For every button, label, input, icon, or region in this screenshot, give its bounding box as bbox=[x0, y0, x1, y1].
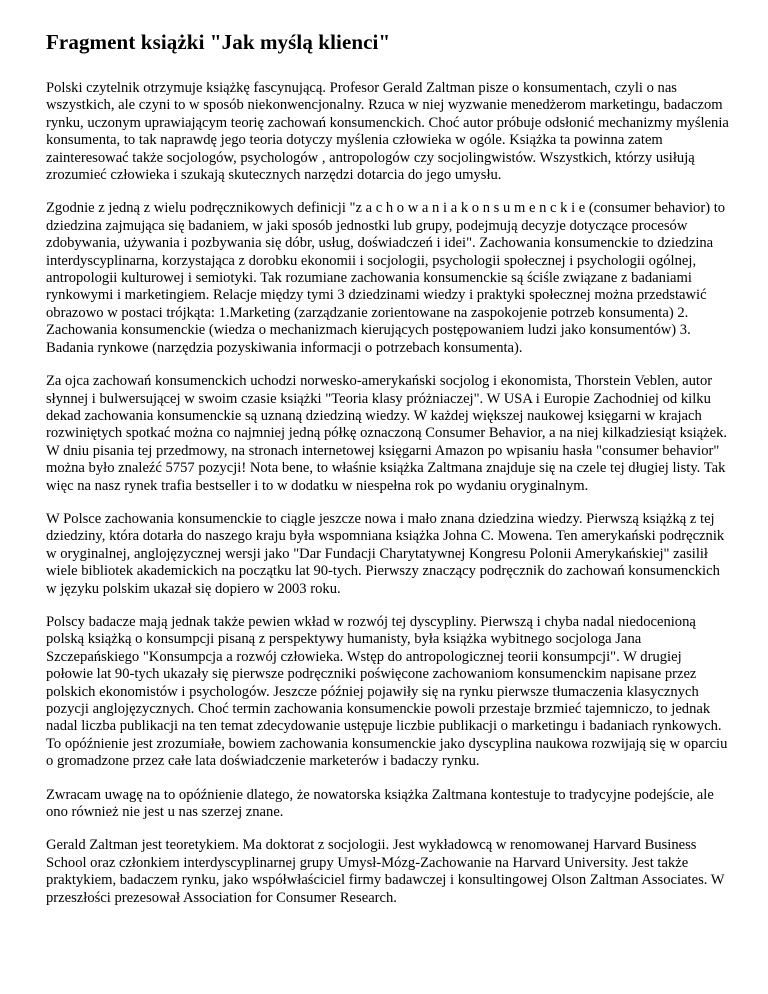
paragraph-zaltman: Gerald Zaltman jest teoretykiem. Ma doktorat z socjologii. Jest wykładowcą w renomowanej Harvard Business School oraz członkiem interdyscyplinarnej grupy Umysł-Mózg-Zachowanie na Harvard University. Jest także praktykiem, badaczem rynku, jako współwłaściciel firmy badawczej i konsultingowej Olson Zaltman Associates. W przeszłości prezesował Association for Consumer Research. bbox=[46, 837, 725, 906]
paragraph-intro: Polski czytelnik otrzymuje książkę fascynującą. Profesor Gerald Zaltman pisze o konsumentach, czyli o nas wszystkich, ale czyni to w sposób niekonwencjonalny. Rzuca w niej wyzwanie menedżerom marketingu, badaczom rynku, uczonym uprawiającym teorię zachowań konsumenckich. Choć autor próbuje odsłonić mechanizmy myślenia konsumenta, to tak naprawdę jego teoria dotyczy myślenia człowieka w ogóle. Książka ta powinna zatem zainteresować także socjologów, psychologów , antropologów czy socjolingwistów. Wszystkich, którzy usiłują zrozumieć człowieka i szukają skutecznych narzędzi dotarcia do jego umysłu. bbox=[46, 80, 729, 184]
paragraph-veblen: Za ojca zachowań konsumenckich uchodzi norwesko-amerykański socjolog i ekonomista, Thorstein Veblen, autor słynnej i bulwersującej w swoim czasie książki "Teoria klasy próżniaczej". W USA i Europie Zachodniej od kilku dekad zachowania konsumenckie są uznaną dziedziną wiedzy. W każdej większej naukowej księgarni w krajach rozwiniętych spotkać można co najmniej jedną półkę oznaczoną Consumer Behavior, a na niej kilkadziesiąt książek. W dniu pisania tej przedmowy, na stronach internetowej księgarni Amazon po wpisaniu hasła "consumer behavior" można było znaleźć 5757 pozycji! Nota bene, to właśnie książka Zaltmana znajduje się na czele tej długiej listy. Tak więc na nasz rynek trafia bestseller i to w dodatku w niespełna rok po wydaniu oryginalnym. bbox=[46, 373, 728, 494]
paragraph-delay: Zwracam uwagę na to opóźnienie dlatego, że nowatorska książka Zaltmana kontestuje to tradycyjne podejście, ale ono również nie jest u nas szerzej znane. bbox=[46, 786, 714, 821]
paragraph-polish-researchers: Polscy badacze mają jednak także pewien wkład w rozwój tej dyscypliny. Pierwszą i chyba nadal niedocenioną polską książką o konsumpcji pisaną z perspektywy humanisty, była książka wybitnego socjologa Jana Szczepańskiego "Konsumpcja a rozwój człowieka. Wstęp do antropologicznej teorii konsumpcji". W drugiej połowie lat 90-tych ukazały się pierwsze podręczniki poświęcone zachowaniom konsumenckim napisane przez polskich ekonomistów i psychologów. Jeszcze później pojawiły się na rynku pierwsze tłumaczenia klasycznych pozycji anglojęzycznych. Choć termin zachowania konsumenckie powoli przestaje brzmieć tajemniczo, to jednak nadal liczba publikacji na ten temat zdecydowanie ustępuje liczbie publikacji o marketingu i badaniach rynkowych. To opóźnienie jest zrozumiałe, bowiem zachowania konsumenckie jako dyscyplina naukowa rozwijają się w oparciu o gromadzone przez całe lata doświadczenie marketerów i badaczy rynku. bbox=[46, 613, 728, 770]
paragraph-definition: Zgodnie z jedną z wielu podręcznikowych definicji "z a c h o w a n i a k o n s u m e n c k i e (consumer behavior) to dziedzina zajmująca się badaniem, w jaki sposób jednostki lub grupy, podejmują decyzje dotyczące procesów zdobywania, używania i pozbywania się dóbr, usług, doświadczeń i idei". Zachowania konsumenckie to dziedzina interdyscyplinarna, korzystająca z dorobku ekonomii i socjologii, psychologii społecznej i psychologii ogólnej, antropologii kulturowej i semiotyki. Tak rozumiane zachowania konsumenckie są ściśle związane z badaniami rynkowymi i marketingiem. Relacje między tymi 3 dziedzinami wiedzy i praktyki społecznej można przedstawić obrazowo w postaci trójkąta: 1.Marketing (zarządzanie zorientowane na zaspokojenie potrzeb konsumenta) 2. Zachowania konsumenckie (wiedza o mechanizmach kierujących postępowaniem ludzi jako konsumentów) 3. Badania rynkowe (narzędzia pozyskiwania informacji o potrzebach konsumenta). bbox=[46, 200, 726, 356]
page-title: Fragment książki "Jak myślą klienci" bbox=[46, 30, 391, 54]
paragraph-poland: W Polsce zachowania konsumenckie to ciągle jeszcze nowa i mało znana dziedzina wiedzy. Pierwszą książką z tej dziedziny, która dotarła do naszego kraju była wspomniana książka Johna C. Mowena. Ten amerykański podręcznik w oryginalnej, anglojęzycznej wersji jako "Dar Fundacji Charytatywnej Kongresu Polonii Amerykańskiej" zasilił wiele bibliotek akademickich na początku lat 90-tych. Pierwszy znaczący podręcznik do zachowań konsumenckich w języku polskim ukazał się dopiero w 2003 roku. bbox=[46, 510, 725, 597]
